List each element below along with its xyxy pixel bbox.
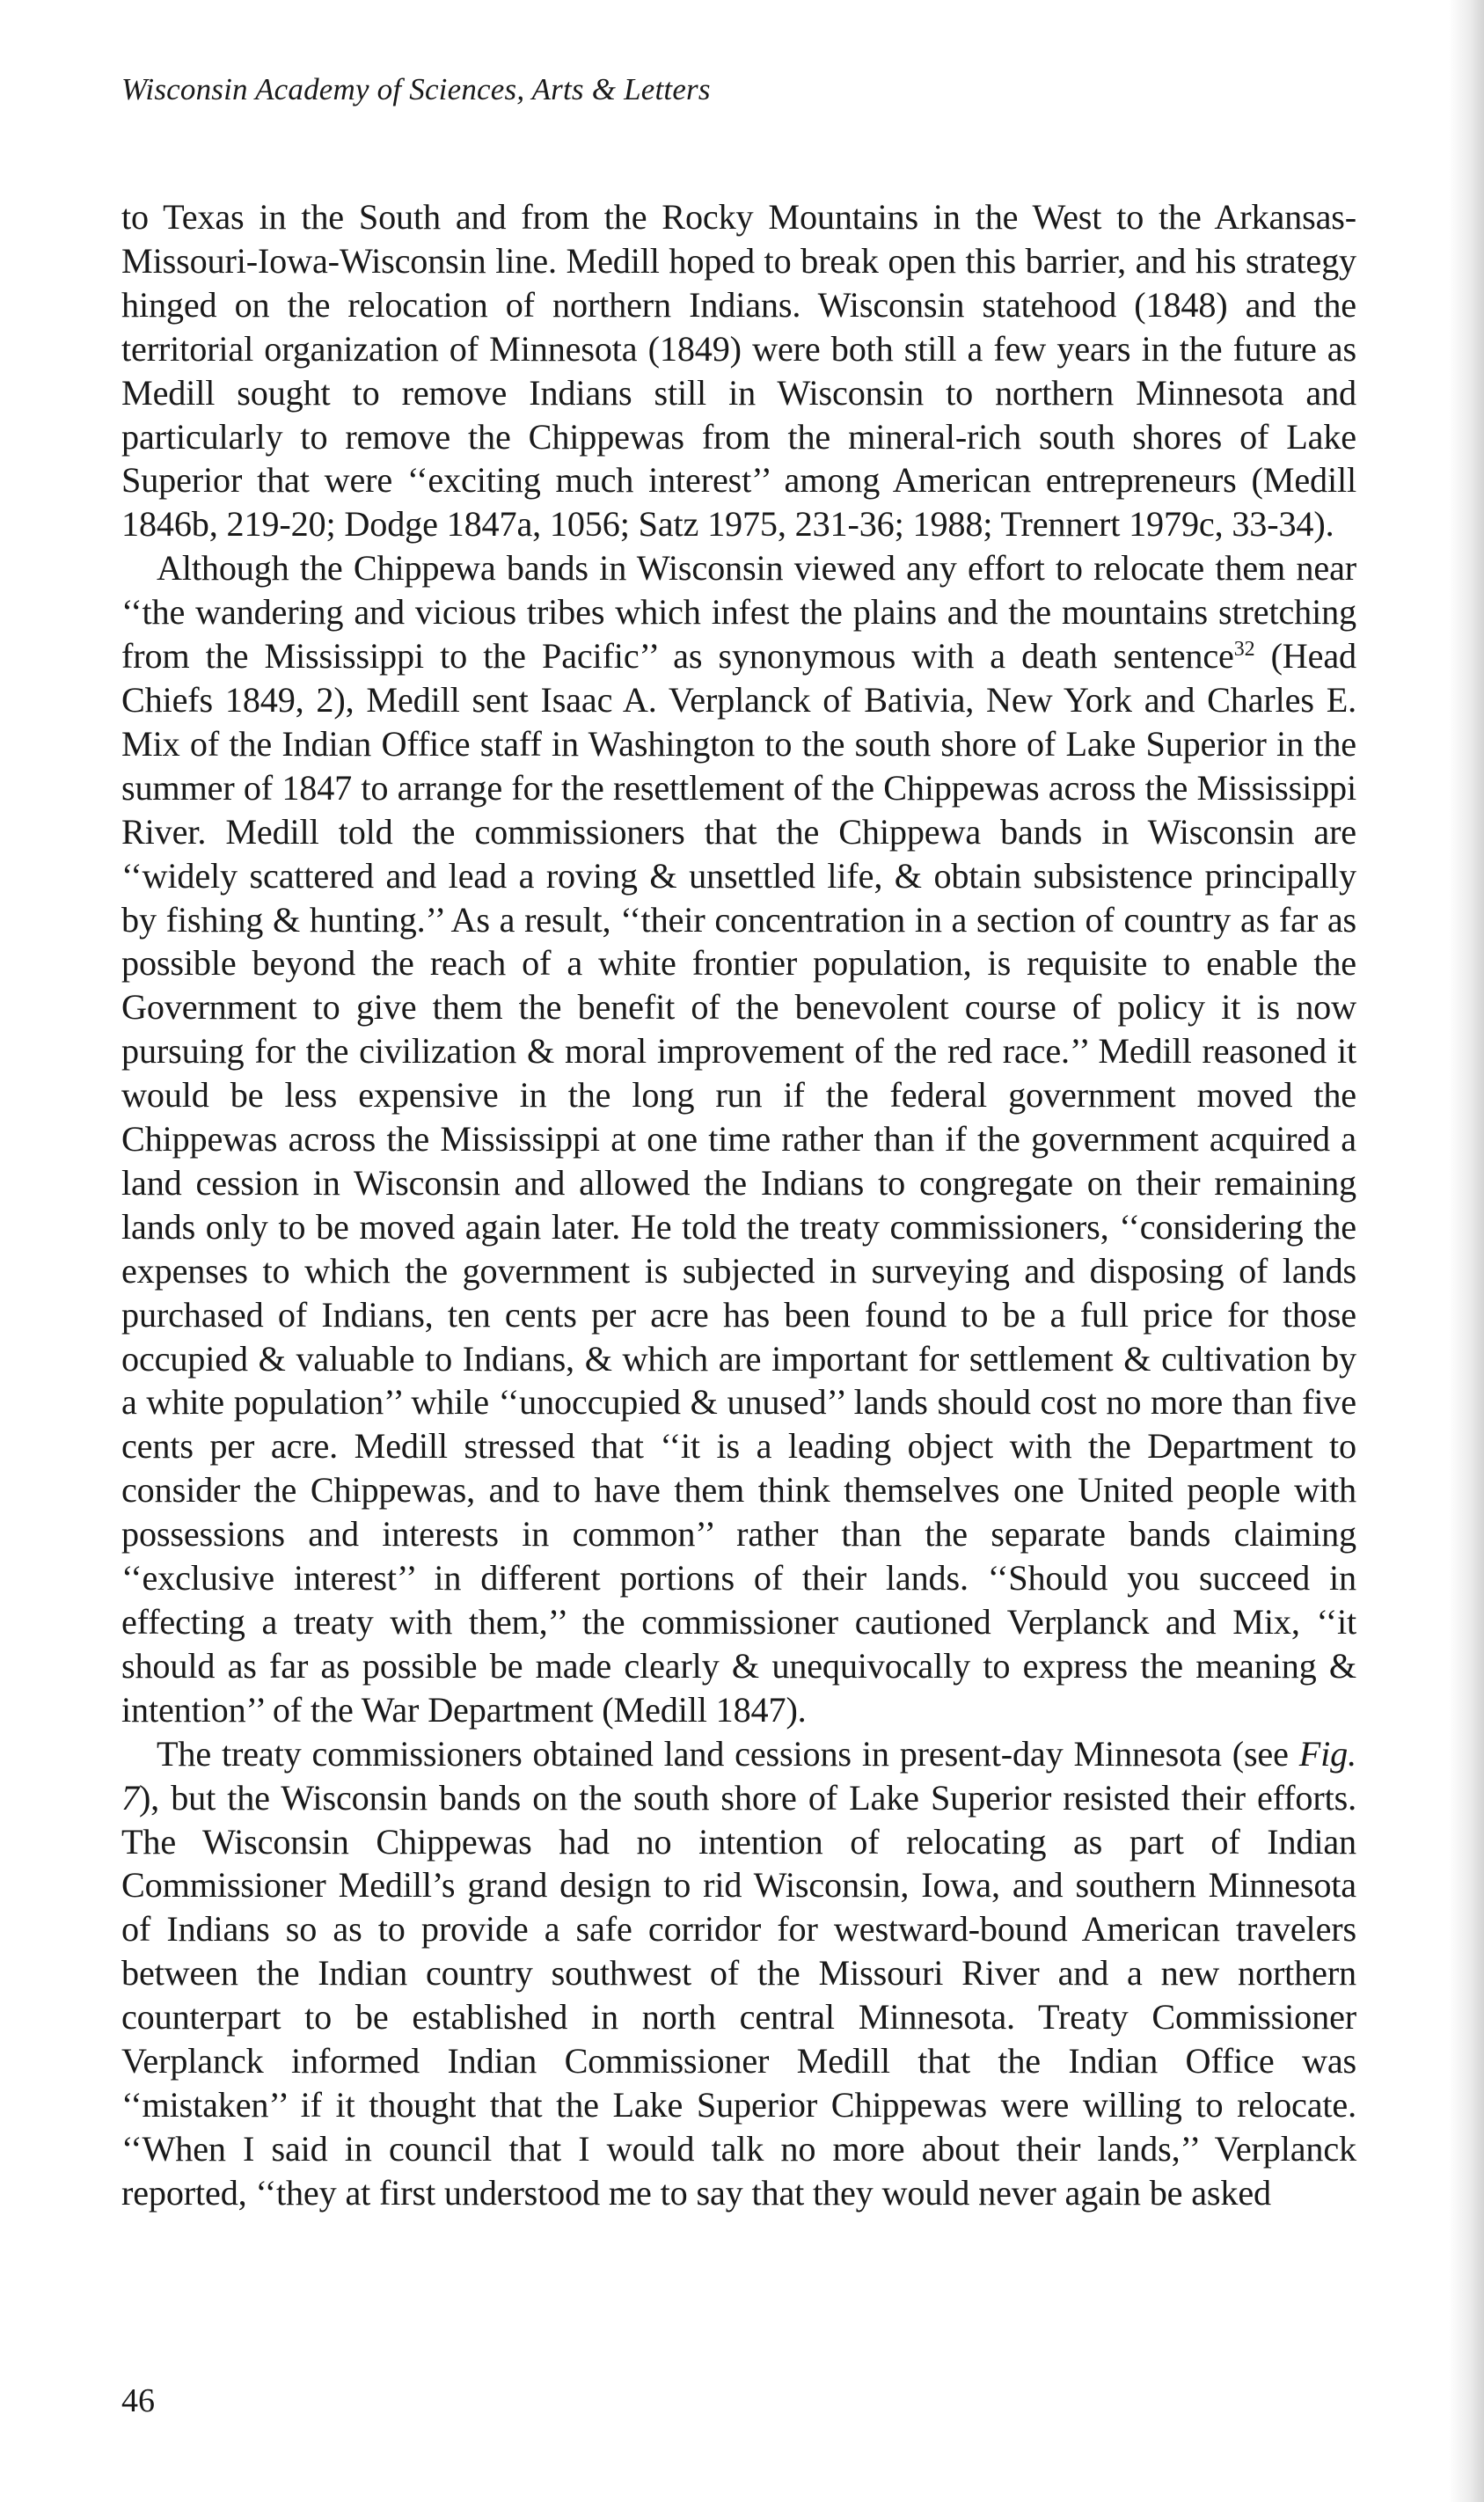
page-gutter-shadow [1449, 0, 1484, 2502]
running-head: Wisconsin Academy of Sciences, Arts & Letters [121, 72, 711, 106]
paragraph-1-text: to Texas in the South and from the Rocky Mountains in the West to the Arkansas-Missouri-Iowa-Wisconsin line. Medill hoped to break open this barrier, and his strategy hinged on the relocation of northern Indians. Wisconsin statehood (1848) and the territorial organization of Minnesota (1849) were both still a few years in the future as Medill sought to remove Indians still in Wisconsin to northern Minnesota and particularly to remove the Chippewas from the mineral-rich south shores of Lake Superior that were ‘‘exciting much interest’’ among American entrepreneurs (Medill 1846b, 219-20; Dodge 1847a, 1056; Satz 1975, 231-36; 1988; Trennert 1979c, 33-34). [121, 197, 1356, 545]
footnote-reference-32: 32 [1233, 638, 1255, 662]
paragraph-3-text-a: The treaty commissioners obtained land cessions in present-day Minnesota (see [157, 1733, 1299, 1774]
paragraph-1 [121, 195, 1356, 546]
body-text [121, 195, 1356, 2215]
paragraph-2 [121, 546, 1356, 1731]
paragraph-3 [121, 1732, 1356, 2215]
figure-reference: Fig. 7 [121, 1733, 1356, 1818]
paragraph-3-text-b: ), but the Wisconsin bands on the south shore of Lake Superior resisted their efforts. The Wisconsin Chippewas had no intention of relocating as part of Indian Commissioner Medill’s grand design to rid Wisconsin, Iowa, and southern Minnesota of Indians so as to provide a safe corridor for westward-bound American travelers between the Indian country southwest of the Missouri River and a new northern counterpart to be established in north central Minnesota. Treaty Commissioner Verplanck informed Indian Commissioner Medill that the Indian Office was ‘‘mistaken’’ if it thought that the Lake Superior Chippewas were willing to relocate. ‘‘When I said in council that I would talk no more about their lands,’’ Verplanck reported, ‘‘they at first understood me to say that they would never again be asked [121, 1777, 1356, 2213]
paragraph-2-text-b: (Head Chiefs 1849, 2), Medill sent Isaac A. Verplanck of Bativia, New York and Charles E. Mix of the Indian Office staff in Washington to the south shore of Lake Superior in the summer of 1847 to arrange for the resettlement of the Chippewas across the Mississippi River. Medill told the commissioners that the Chippewa bands in Wisconsin are ‘‘widely scattered and lead a roving & unsettled life, & obtain subsistence principally by fishing & hunting.’’ As a result, ‘‘their concentration in a section of country as far as possible beyond the reach of a white frontier population, is requisite to enable the Government to give them the benefit of the benevolent course of policy it is now pursuing for the civilization & moral improvement of the red race.’’ Medill reasoned it would be less expensive in the long run if the federal government moved the Chippewas across the Mississippi at one time rather than if the government acquired a land cession in Wisconsin and allowed the Indians to congregate on their remaining lands only to be moved again later. He told the treaty commissioners, ‘‘considering the expenses to which the government is subjected in surveying and disposing of lands purchased of Indians, ten cents per acre has been found to be a full price for those occupied & valuable to Indians, & which are important for settlement & cultivation by a white population’’ while ‘‘unoccupied & unused’’ lands should cost no more than five cents per acre. Medill stressed that ‘‘it is a leading object with the Department to consider the Chippewas, and to have them think themselves one United people with possessions and interests in common’’ rather than the separate bands claiming ‘‘exclusive interest’’ in different portions of their lands. ‘‘Should you succeed in effecting a treaty with them,’’ the commissioner cautioned Verplanck and Mix, ‘‘it should as far as possible be made clearly & unequivocally to express the meaning & intention’’ of the War Department (Medill 1847). [121, 636, 1356, 1730]
paragraph-2-text-a: Although the Chippewa bands in Wisconsin viewed any effort to relocate them near ‘‘the wandering and vicious tribes which infest the plains and the mountains stretching from the Mississippi to the Pacific’’ as synonymous with a death sentence [121, 548, 1356, 677]
page-number: 46 [121, 2382, 155, 2419]
